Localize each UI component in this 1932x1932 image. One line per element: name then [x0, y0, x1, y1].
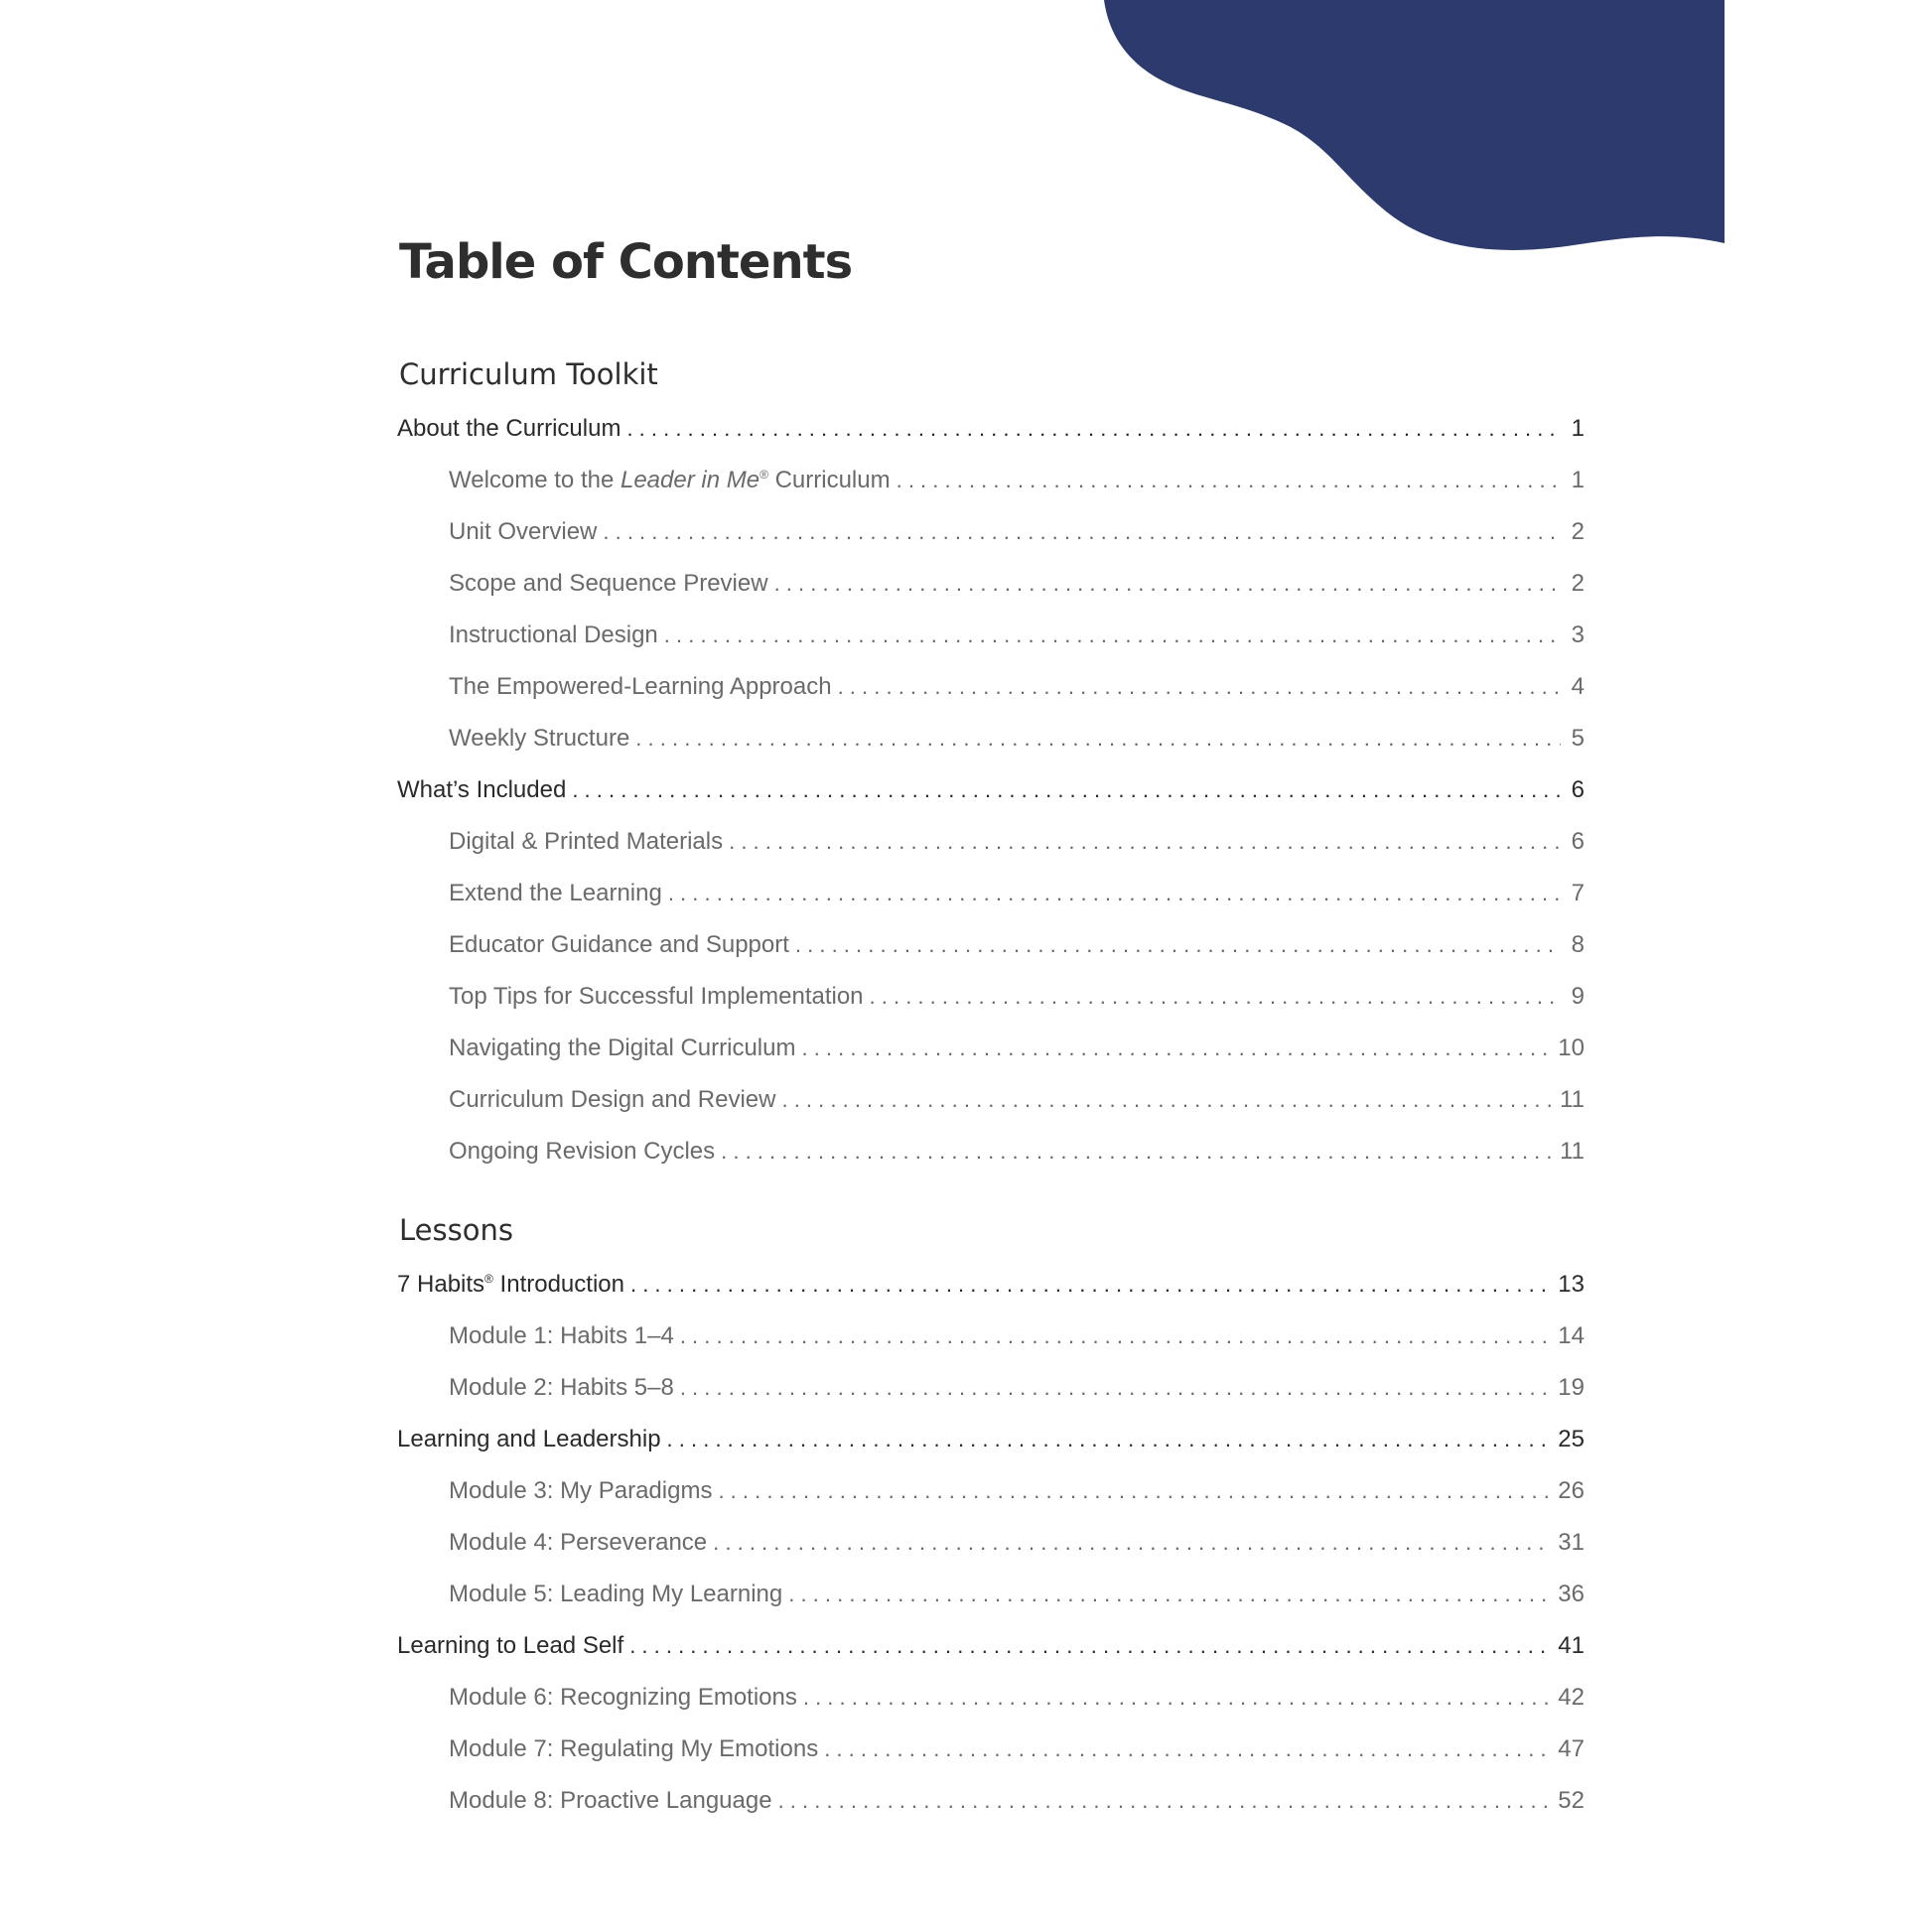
toc-entry-label: Ongoing Revision Cycles — [449, 1138, 716, 1165]
toc-entry-label: Learning to Lead Self — [397, 1632, 624, 1659]
dot-leader — [630, 1259, 1552, 1311]
toc-entry-module-6-recognizing-emotions[interactable] — [397, 1672, 1585, 1724]
dot-leader — [664, 610, 1561, 661]
dot-leader — [680, 1311, 1552, 1362]
toc-page-number: 2 — [1571, 570, 1585, 597]
toc-entry-label: Module 1: Habits 1–4 — [449, 1322, 674, 1349]
toc-entry-module-2-habits-5-8[interactable] — [397, 1362, 1585, 1414]
dot-leader — [897, 455, 1561, 506]
toc-page-number: 42 — [1558, 1684, 1585, 1711]
toc-page-number: 6 — [1571, 828, 1585, 855]
toc-entry-label: Module 6: Recognizing Emotions — [449, 1684, 797, 1711]
dot-leader — [824, 1724, 1552, 1775]
dot-leader — [838, 661, 1561, 713]
toc-page-number: 41 — [1558, 1632, 1585, 1659]
toc-page-number: 10 — [1558, 1035, 1585, 1061]
dot-leader — [667, 1414, 1553, 1465]
dot-leader — [788, 1569, 1552, 1620]
toc-entry-label — [397, 1259, 624, 1311]
toc-entry-label: Unit Overview — [449, 518, 598, 545]
toc-entry-label: Module 3: My Paradigms — [449, 1477, 713, 1504]
toc-entry-label: Navigating the Digital Curriculum — [449, 1035, 796, 1061]
toc-entry-label-part: Welcome to the — [449, 467, 621, 493]
toc-page-number: 52 — [1558, 1787, 1585, 1814]
toc-page-number: 36 — [1558, 1581, 1585, 1607]
toc-entry-label: Module 8: Proactive Language — [449, 1787, 772, 1814]
toc-page-number: 11 — [1560, 1138, 1585, 1165]
toc-entry-about-the-curriculum[interactable] — [397, 403, 1585, 455]
dot-leader — [668, 868, 1561, 919]
dot-leader — [680, 1362, 1552, 1414]
toc-entry-digital-printed-materials[interactable] — [397, 816, 1585, 868]
toc-entry-label: Digital & Printed Materials — [449, 828, 724, 855]
toc-entry-top-tips-for-successful-implementation[interactable] — [397, 971, 1585, 1023]
toc-entry-the-empowered-learning-approach[interactable] — [397, 661, 1585, 713]
toc-page-number: 1 — [1571, 415, 1585, 442]
toc-entry-label: Top Tips for Successful Implementation — [449, 983, 864, 1010]
dot-leader — [803, 1672, 1552, 1724]
toc-entry-label: What’s Included — [397, 776, 567, 803]
dot-leader — [572, 764, 1561, 816]
toc-entry-label: Scope and Sequence Preview — [449, 570, 768, 597]
page-title: Table of Contents — [399, 234, 853, 290]
toc-page-number: 2 — [1571, 518, 1585, 545]
decorative-wave-shape — [0, 0, 1932, 298]
toc-entry-what-s-included[interactable] — [397, 764, 1585, 816]
toc-entry-educator-guidance-and-support[interactable] — [397, 919, 1585, 971]
toc-page-number: 7 — [1571, 880, 1585, 906]
toc-page-number: 25 — [1558, 1426, 1585, 1452]
toc-entry-navigating-the-digital-curriculum[interactable] — [397, 1023, 1585, 1074]
toc-page-number: 8 — [1571, 931, 1585, 958]
toc-entry-label — [449, 455, 891, 506]
dot-leader — [721, 1126, 1554, 1177]
toc-entry-learning-and-leadership[interactable] — [397, 1414, 1585, 1465]
toc-entry-module-3-my-paradigms[interactable] — [397, 1465, 1585, 1517]
toc-entry-label: Module 5: Leading My Learning — [449, 1581, 783, 1607]
toc-page-number: 5 — [1571, 725, 1585, 752]
toc-entry-label-italic: Leader in Me — [620, 467, 760, 493]
toc-entry-label: Extend the Learning — [449, 880, 662, 906]
toc-entry-label: Module 4: Perseverance — [449, 1529, 708, 1556]
toc-page-number: 4 — [1571, 673, 1585, 700]
toc-page-number: 9 — [1571, 983, 1585, 1010]
toc-entry-label-part: Introduction — [492, 1271, 624, 1298]
toc-entry-label: Module 7: Regulating My Emotions — [449, 1735, 819, 1762]
toc-page-number: 1 — [1571, 467, 1585, 493]
toc-entry-learning-to-lead-self[interactable] — [397, 1620, 1585, 1672]
toc-entry-instructional-design[interactable] — [397, 610, 1585, 661]
toc-page-number: 31 — [1558, 1529, 1585, 1556]
toc-entry-label-part: Curriculum — [767, 467, 891, 493]
toc-entry-label: Instructional Design — [449, 621, 658, 648]
toc-entry-label: Educator Guidance and Support — [449, 931, 789, 958]
toc-entry-curriculum-design-and-review[interactable] — [397, 1074, 1585, 1126]
dot-leader — [795, 919, 1561, 971]
toc-entry-module-8-proactive-language[interactable] — [397, 1775, 1585, 1827]
toc-entry-label: Module 2: Habits 5–8 — [449, 1374, 674, 1401]
toc-page-number: 11 — [1560, 1086, 1585, 1113]
toc-page-number: 3 — [1571, 621, 1585, 648]
dot-leader — [801, 1023, 1552, 1074]
dot-leader — [603, 506, 1561, 558]
toc-page-number: 26 — [1558, 1477, 1585, 1504]
registered-mark: ® — [484, 1272, 493, 1286]
toc-page-number: 47 — [1558, 1735, 1585, 1762]
toc-entry-ongoing-revision-cycles[interactable] — [397, 1126, 1585, 1177]
dot-leader — [635, 713, 1561, 764]
toc-entry-module-4-perseverance[interactable] — [397, 1517, 1585, 1569]
toc-page-number: 14 — [1558, 1322, 1585, 1349]
dot-leader — [870, 971, 1561, 1023]
toc-entry-label-part: 7 Habits — [397, 1271, 485, 1298]
toc-list-curriculum-toolkit — [397, 403, 1585, 1177]
toc-entry-label: Curriculum Design and Review — [449, 1086, 776, 1113]
toc-list-lessons — [397, 1259, 1585, 1827]
dot-leader — [718, 1465, 1552, 1517]
dot-leader — [778, 1775, 1553, 1827]
toc-entry-welcome-to-the-leader-in-me-curriculum[interactable] — [397, 455, 1585, 506]
toc-entry-7-habits-introduction[interactable] — [397, 1259, 1585, 1311]
section-heading-lessons: Lessons — [399, 1213, 513, 1247]
toc-entry-weekly-structure[interactable] — [397, 713, 1585, 764]
registered-mark: ® — [759, 468, 768, 482]
toc-entry-label: The Empowered-Learning Approach — [449, 673, 832, 700]
toc-entry-scope-and-sequence-preview[interactable] — [397, 558, 1585, 610]
dot-leader — [781, 1074, 1554, 1126]
dot-leader — [713, 1517, 1552, 1569]
toc-entry-label: Weekly Structure — [449, 725, 630, 752]
dot-leader — [626, 403, 1561, 455]
toc-entry-module-7-regulating-my-emotions[interactable] — [397, 1724, 1585, 1775]
toc-entry-unit-overview[interactable] — [397, 506, 1585, 558]
toc-entry-module-5-leading-my-learning[interactable] — [397, 1569, 1585, 1620]
toc-entry-extend-the-learning[interactable] — [397, 868, 1585, 919]
dot-leader — [629, 1620, 1552, 1672]
dot-leader — [774, 558, 1561, 610]
toc-entry-label: Learning and Leadership — [397, 1426, 661, 1452]
dot-leader — [729, 816, 1561, 868]
toc-entry-label: About the Curriculum — [397, 415, 621, 442]
toc-page-number: 13 — [1558, 1271, 1585, 1298]
toc-page-number: 19 — [1558, 1374, 1585, 1401]
toc-entry-module-1-habits-1-4[interactable] — [397, 1311, 1585, 1362]
section-heading-curriculum-toolkit: Curriculum Toolkit — [399, 357, 658, 391]
toc-page-number: 6 — [1571, 776, 1585, 803]
